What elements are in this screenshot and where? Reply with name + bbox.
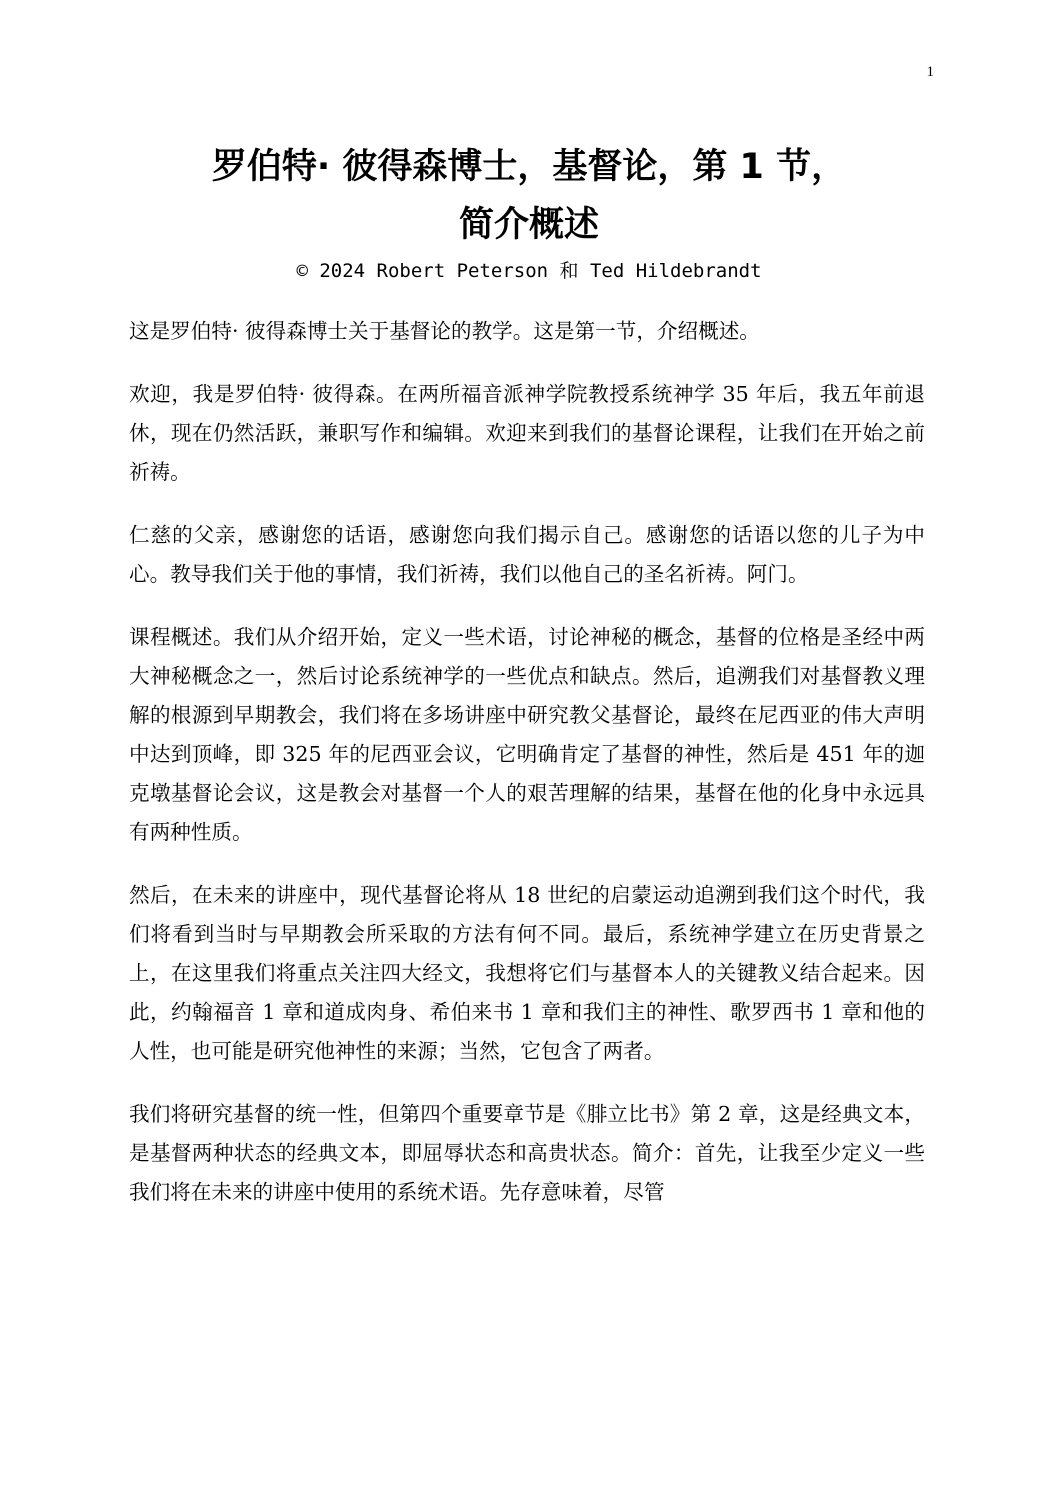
copyright-line: © 2024 Robert Peterson 和 Ted Hildebrandt <box>296 260 762 282</box>
paragraph-intro: 这是罗伯特· 彼得森博士关于基督论的教学。这是第一节，介绍概述。 <box>129 319 760 343</box>
page-number: 1 <box>926 64 934 80</box>
title-block <box>100 138 958 284</box>
paragraph-prayer: 仁慈的父亲，感谢您的话语，感谢您向我们揭示自己。感谢您的话语以您的儿子为中心。教导我们关于他的事情，我们祈祷，我们以他自己的圣名祈祷。阿门。 <box>129 523 925 586</box>
document-body <box>129 312 925 1236</box>
paragraph-welcome: 欢迎，我是罗伯特· 彼得森。在两所福音派神学院教授系统神学 35 年后，我五年前退休，现在仍然活跃，兼职写作和编辑。欢迎来到我们的基督论课程，让我们在开始之前祈祷。 <box>129 382 925 484</box>
document-title <box>100 138 958 254</box>
paragraph-course-overview: 课程概述。我们从介绍开始，定义一些术语，讨论神秘的概念，基督的位格是圣经中两大神秘概念之一，然后讨论系统神学的一些优点和缺点。然后，追溯我们对基督教义理解的根源到早期教会，我们将在多场讲座中研究教父基督论，最终在尼西亚的伟大声明中达到顶峰，即 325 年的尼西亚会议，它明确肯定了基督的神性，然后是 451 年的迦克墩基督论会议，这是教会对基督一个人的艰苦理解的结果，基督在他的化身中永远具有两种性质。 <box>129 625 925 844</box>
paragraph-future-lectures: 然后，在未来的讲座中，现代基督论将从 18 世纪的启蒙运动追溯到我们这个时代，我们将看到当时与早期教会所采取的方法有何不同。最后，系统神学建立在历史背景之上，在这里我们将重点关注四大经文，我想将它们与基督本人的关键教义结合起来。因此，约翰福音 1 章和道成肉身、希伯来书 1 章和我们主的神性、歌罗西书 1 章和他的人性，也可能是研究他神性的来源；当然，它包含了两者。 <box>129 883 925 1063</box>
title-line-2: 简介概述 <box>458 205 599 245</box>
title-line-1: 罗伯特· 彼得森博士，基督论，第 1 节， <box>211 147 847 187</box>
paragraph-unity-of-christ: 我们将研究基督的统一性，但第四个重要章节是《腓立比书》第 2 章，这是经典文本，是基督两种状态的经典文本，即屈辱状态和高贵状态。简介：首先，让我至少定义一些我们将在未来的讲座中使用的系统术语。先存意味着，尽管 <box>129 1102 925 1204</box>
